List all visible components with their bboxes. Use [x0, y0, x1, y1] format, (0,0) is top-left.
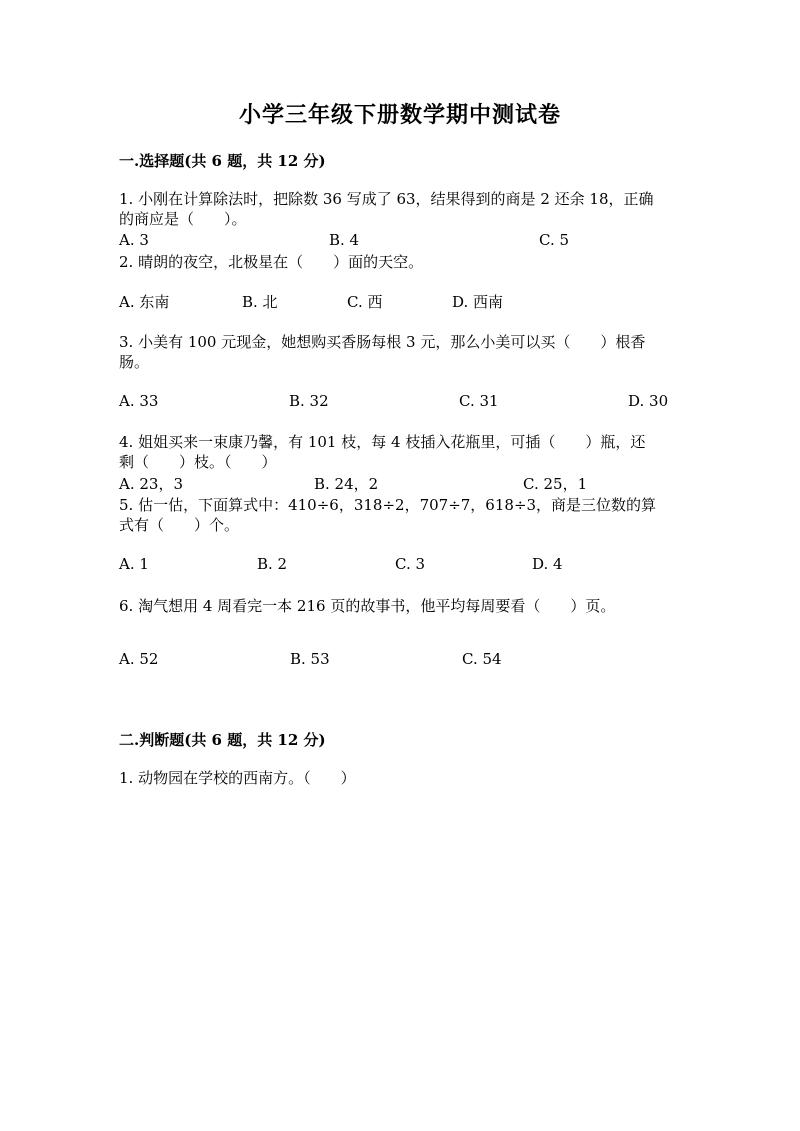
question-6-line-1: 6. 淘气想用 4 周看完一本 216 页的故事书，他平均每周要看（ ）页。 — [119, 597, 616, 615]
question-6-option-b: B. 53 — [290, 650, 330, 668]
question-2-option-c: C. 西 — [347, 293, 383, 311]
question-3-line-1: 3. 小美有 100 元现金，她想购买香肠每根 3 元，那么小美可以买（ ）根香 — [119, 333, 646, 351]
question-5-option-c: C. 3 — [395, 555, 426, 573]
question-4-line-2: 剩（ ）枝。（ ） — [119, 453, 277, 471]
question-5-option-a: A. 1 — [119, 555, 149, 573]
question-3-option-a: A. 33 — [119, 392, 159, 410]
question-1-option-b: B. 4 — [329, 231, 360, 249]
question-5-line-1: 5. 估一估，下面算式中：410÷6，318÷2，707÷7，618÷3，商是三位数的算 — [119, 496, 657, 514]
question-6-option-a: A. 52 — [119, 650, 159, 668]
section-heading-judgement: 二.判断题(共 6 题，共 12 分) — [119, 731, 326, 749]
question-4-option-c: C. 25，1 — [523, 475, 588, 493]
judgement-question-1: 1. 动物园在学校的西南方。（ ） — [119, 769, 356, 787]
question-1-option-a: A. 3 — [119, 231, 149, 249]
question-2-option-b: B. 北 — [242, 293, 278, 311]
question-4-line-1: 4. 姐姐买来一束康乃馨，有 101 枝，每 4 枝插入花瓶里，可插（ ）瓶，还 — [119, 433, 646, 451]
question-2-option-d: D. 西南 — [452, 293, 504, 311]
question-2-line-1: 2. 晴朗的夜空，北极星在（ ）面的天空。 — [119, 253, 424, 271]
question-6-option-c: C. 54 — [462, 650, 502, 668]
question-1-line-1: 1. 小刚在计算除法时，把除数 36 写成了 63，结果得到的商是 2 还余 18，正确 — [119, 190, 654, 208]
page-title: 小学三年级下册数学期中测试卷 — [238, 102, 561, 128]
question-5-option-b: B. 2 — [257, 555, 288, 573]
question-3-option-d: D. 30 — [628, 392, 669, 410]
question-3-option-b: B. 32 — [289, 392, 329, 410]
question-4-option-b: B. 24，2 — [314, 475, 379, 493]
question-4-option-a: A. 23，3 — [119, 475, 183, 493]
question-1-option-c: C. 5 — [539, 231, 570, 249]
question-1-line-2: 的商应是（ ）。 — [119, 210, 247, 228]
question-3-option-c: C. 31 — [459, 392, 499, 410]
question-5-option-d: D. 4 — [532, 555, 563, 573]
question-5-line-2: 式有（ ）个。 — [119, 516, 240, 534]
section-heading-choice: 一.选择题(共 6 题，共 12 分) — [119, 152, 326, 170]
question-2-option-a: A. 东南 — [119, 293, 170, 311]
question-3-line-2: 肠。 — [119, 353, 150, 371]
